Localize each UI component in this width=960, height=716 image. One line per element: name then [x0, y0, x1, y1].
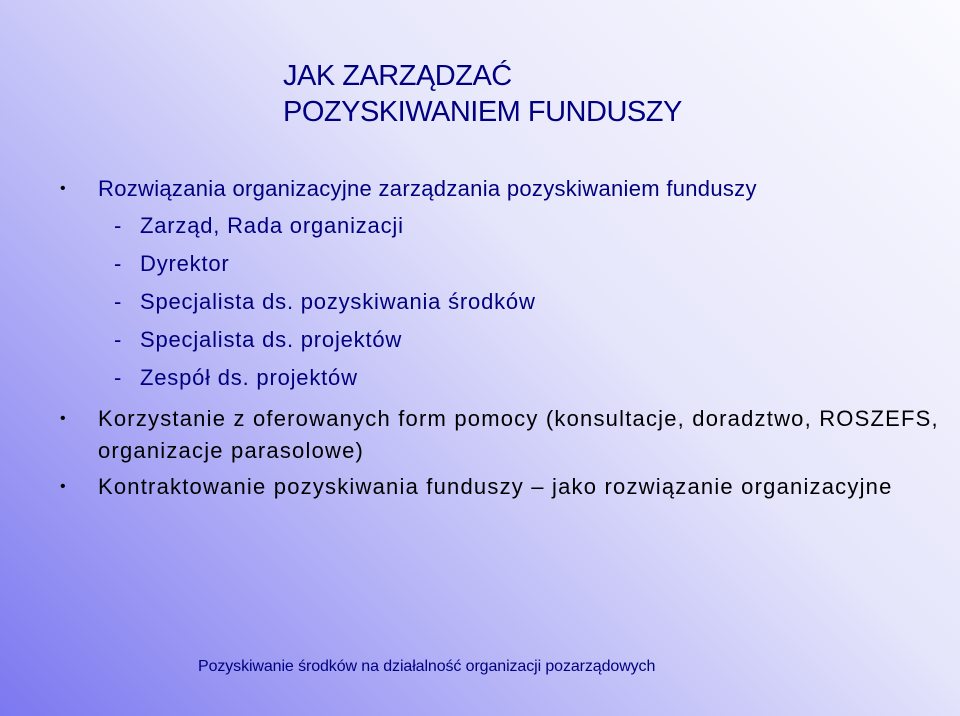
- slide-content: [60, 173, 940, 503]
- bullet-marker: •: [60, 478, 67, 495]
- sub-item-text: Dyrektor: [140, 251, 230, 276]
- sub-item: [60, 359, 940, 397]
- sub-item-text: Specjalista ds. pozyskiwania środków: [140, 289, 536, 314]
- sub-marker: -: [114, 327, 123, 352]
- sub-item: [60, 245, 940, 283]
- sub-item-text: Zespół ds. projektów: [140, 365, 358, 390]
- sub-item: [60, 283, 940, 321]
- slide-footer: Pozyskiwanie środków na działalność organizacji pozarządowych: [198, 658, 656, 675]
- sub-marker: -: [114, 289, 123, 314]
- sub-marker: -: [114, 213, 123, 238]
- bullet-text: Korzystanie z oferowanych form pomocy (konsultacje, doradztwo, ROSZEFS, organizacje parasolowe): [98, 406, 939, 463]
- bullet-item: [60, 173, 940, 205]
- slide-title-line-2: POZYSKIWANIEM FUNDUSZY: [283, 96, 682, 128]
- bullet-text: Kontraktowanie pozyskiwania funduszy – jako rozwiązanie organizacyjne: [98, 474, 893, 499]
- bullet-marker: •: [60, 410, 67, 427]
- sub-marker: -: [114, 251, 123, 276]
- slide-title: [283, 58, 923, 130]
- bullet-item: [60, 403, 940, 467]
- slide-title-line-1: JAK ZARZĄDZAĆ: [283, 60, 512, 92]
- sub-list: [60, 207, 940, 397]
- sub-item: [60, 321, 940, 359]
- sub-marker: -: [114, 365, 123, 390]
- bullet-text: Rozwiązania organizacyjne zarządzania pozyskiwaniem funduszy: [98, 176, 757, 201]
- sub-item-text: Specjalista ds. projektów: [140, 327, 403, 352]
- sub-item: [60, 207, 940, 245]
- sub-item-text: Zarząd, Rada organizacji: [140, 213, 404, 238]
- bullet-marker: •: [60, 180, 66, 197]
- bullet-item: [60, 471, 940, 503]
